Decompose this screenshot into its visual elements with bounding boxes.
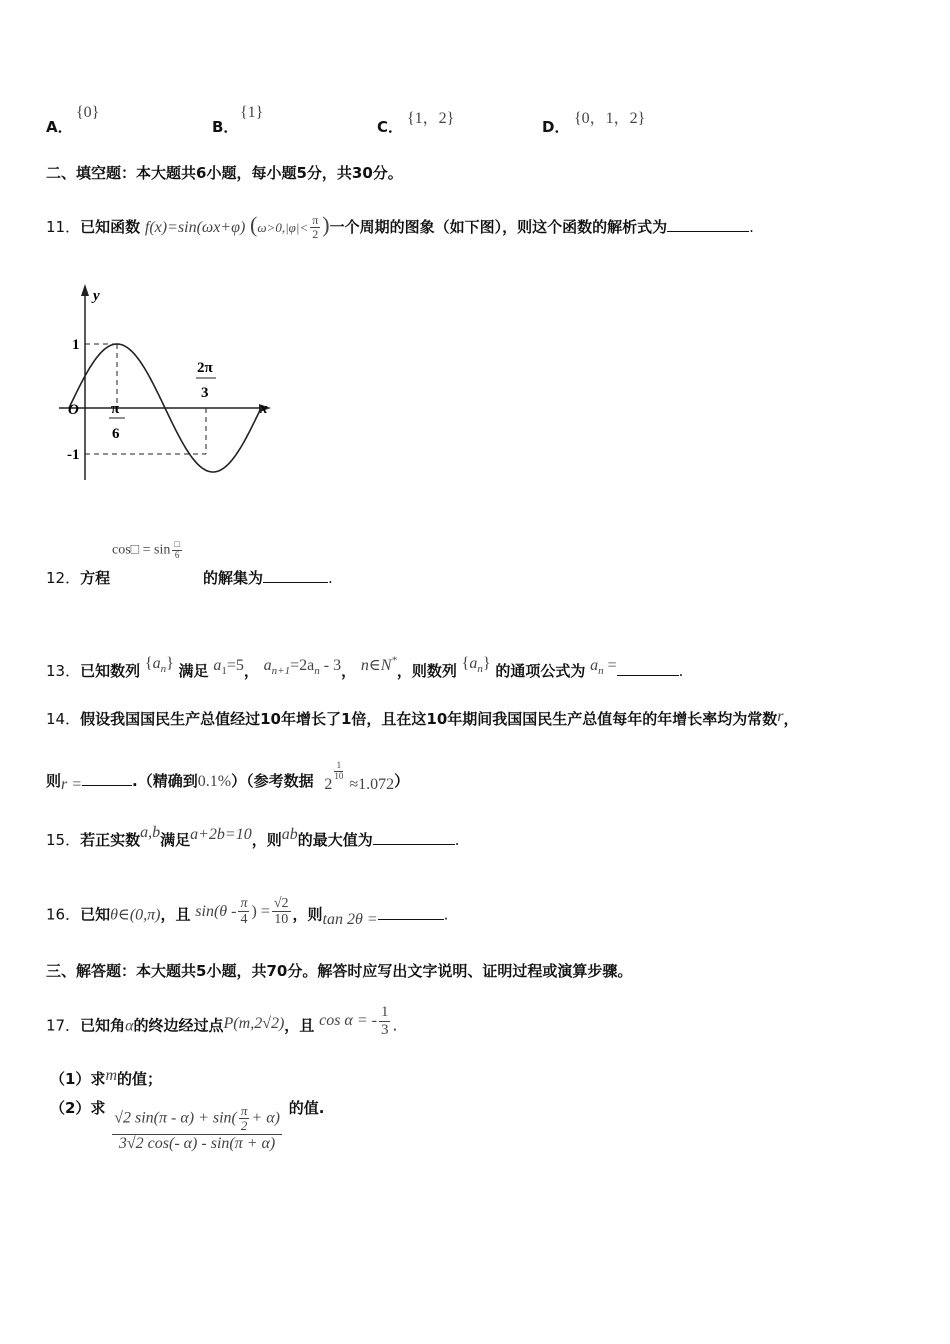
option-c-set: {1，2}: [407, 110, 455, 127]
sine-graph: [55, 280, 280, 485]
question-number: 11．: [46, 218, 81, 236]
question-number: 17．: [46, 1016, 81, 1035]
x-axis-label: x: [260, 401, 268, 417]
x-tick-pi-num: π: [111, 401, 120, 417]
option-c-label: C．: [377, 118, 404, 136]
question-14-line2: 则r = .（精确到0.1%）（参考数据 2 $\frac{1}{10}$ ≈1.072）: [46, 759, 410, 793]
question-number: 12．: [46, 569, 81, 587]
option-a-label: A．: [46, 118, 73, 136]
function-formula: f(x)=sin(ωx+φ): [144, 219, 246, 236]
question-12: 12．方程: [46, 569, 111, 587]
question-16: 16．已知θ∈(0,π)，且 sin(θ - $\frac{\pi}{4}$ ) = $\frac{√2}{10}$ ，则tan 2θ = .: [46, 896, 449, 928]
y-tick-one: 1: [72, 337, 80, 353]
q12-equation: cos□ = sin $\frac{□}{6}$: [112, 539, 180, 560]
option-d-label: D．: [542, 118, 570, 136]
section-title-solution: 三、解答题：本大题共5小题，共70分。解答时应写出文字说明、证明过程或演算步骤。: [46, 962, 633, 980]
question-number: 13．: [46, 662, 81, 680]
question-12-tail: 的解集为 .: [203, 569, 333, 587]
answer-blank[interactable]: [378, 919, 444, 920]
question-15: 15．若正实数a,b满足a+2b=10，则ab的最大值为 .: [46, 824, 460, 849]
option-b-label: B．: [212, 118, 239, 136]
question-17-part-2: （2）求 √2 sin(π - α) + sin( $\frac{\pi}{2}$ + α) 3√2 cos(- α) - sin(π + α) 的值.: [50, 1098, 325, 1152]
answer-blank[interactable]: [373, 844, 455, 845]
option-b-set: {1}: [240, 104, 264, 121]
y-tick-neg-one: -1: [67, 447, 80, 463]
question-14: 14．假设我国国民生产总值经过10年增长了1倍，且在这10年期间我国国民生产总值每年的年增长率均为常数r，: [46, 708, 799, 728]
question-number: 14．: [46, 710, 81, 728]
x-tick-pi-den: 6: [112, 426, 120, 442]
section-title-fill-in: 二、填空题：本大题共6小题，每小题5分，共30分。: [46, 164, 403, 182]
question-number: 15．: [46, 831, 81, 849]
x-tick-2pi-num: 2π: [197, 360, 213, 376]
question-13: 13．已知数列 $\{a_n\}$ 满足 $a_1=5$， $a_{n+1}=2a_n - 3$， n∈N*，则数列 $\{a_n\}$ 的通项公式为 $a_n$ = .: [46, 654, 684, 680]
y-axis-arrow-icon: [81, 284, 89, 296]
answer-blank[interactable]: [617, 675, 679, 676]
answer-blank[interactable]: [82, 785, 132, 786]
answer-blank[interactable]: [263, 582, 328, 583]
question-17: 17．已知角α的终边经过点P(m,2√2)，且 cos α = - $\frac{1}{3}$ .: [46, 1004, 398, 1038]
origin-label: O: [68, 402, 79, 418]
question-11: 11．已知函数 f(x)=sin(ωx+φ) (ω>0,|φ|< $\frac{\pi}{2}$ )一个周期的图象（如下图），则这个函数的解析式为 .: [46, 212, 754, 241]
question-number: 16．: [46, 905, 81, 924]
answer-blank[interactable]: [667, 231, 749, 232]
option-d-set: {0，1，2}: [574, 110, 646, 127]
question-17-part-1: （1）求m的值；: [50, 1067, 163, 1088]
option-a-set: {0}: [76, 104, 100, 121]
x-tick-2pi-den: 3: [201, 385, 209, 401]
y-axis-label: y: [93, 288, 100, 304]
